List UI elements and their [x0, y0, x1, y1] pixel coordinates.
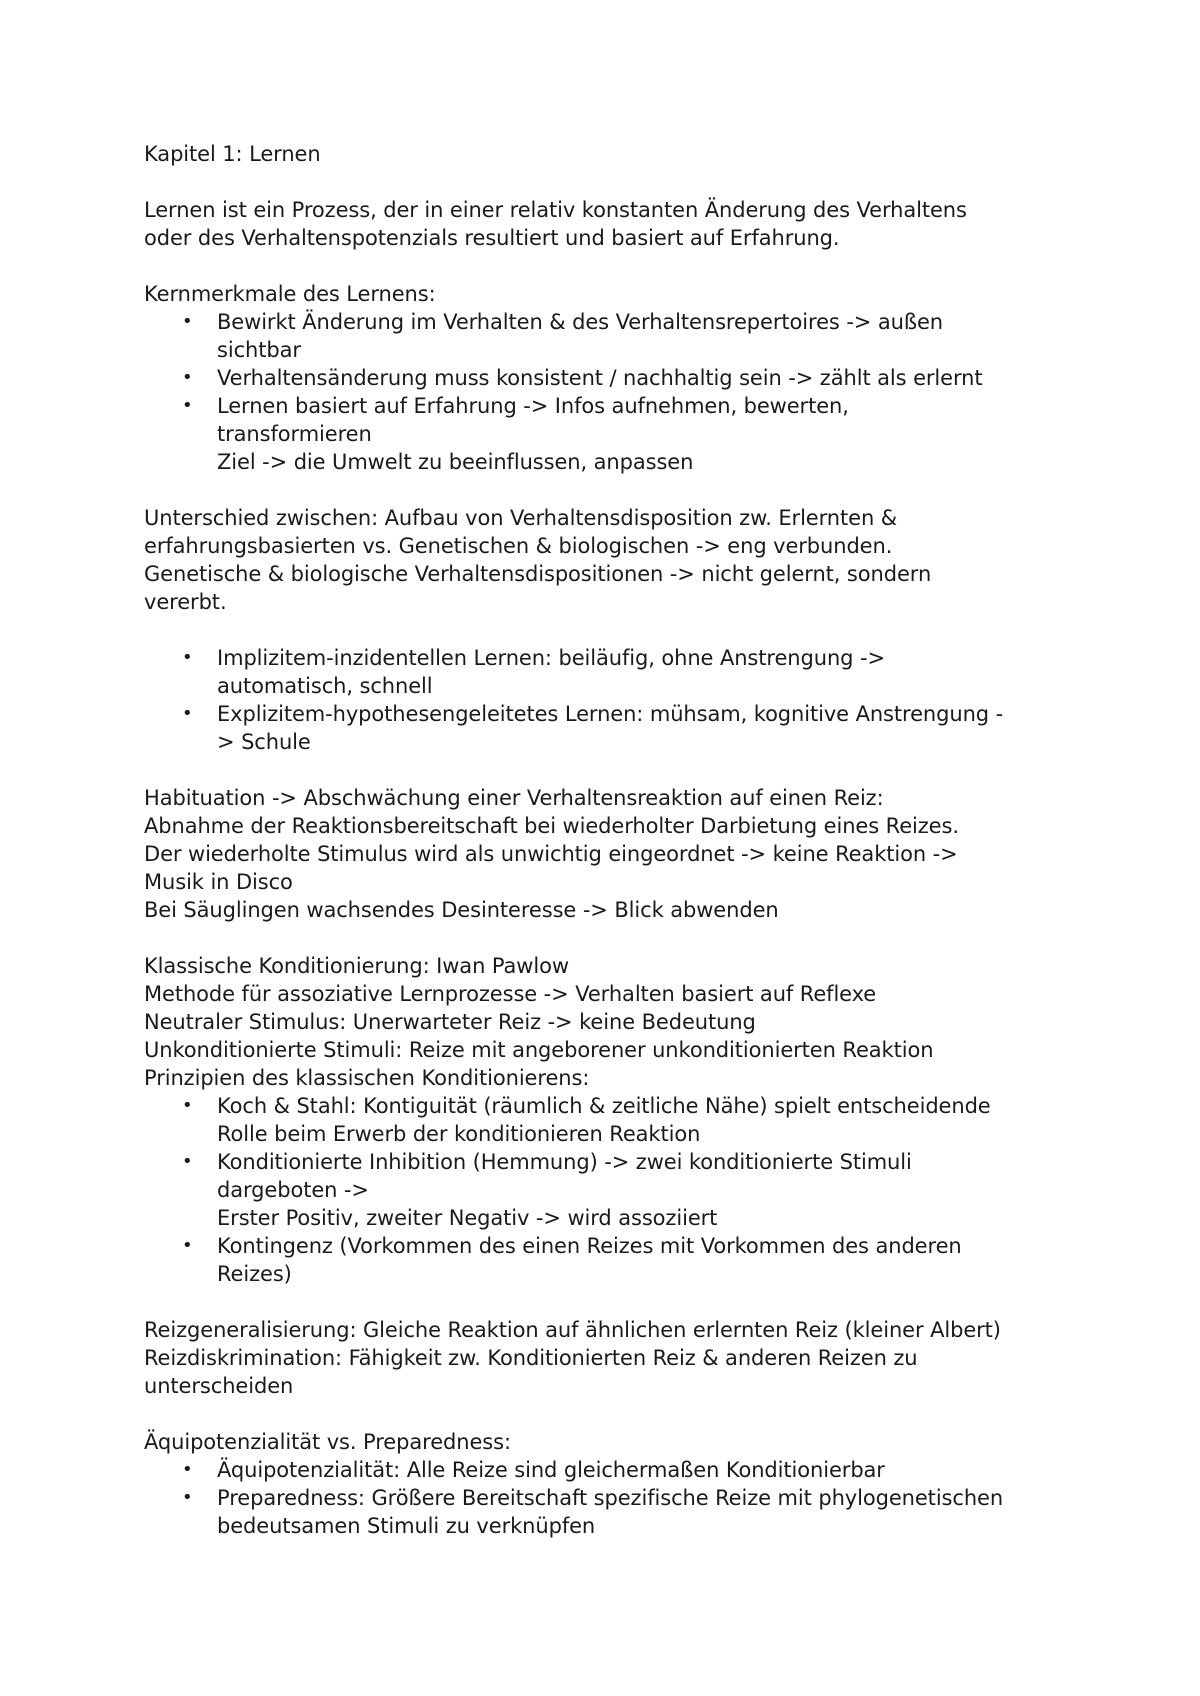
list-item	[144, 1148, 1084, 1232]
section-heading: Kernmerkmale des Lernens:	[144, 282, 436, 306]
list-item	[144, 364, 1084, 392]
text-line: Bewirkt Änderung im Verhalten & des Verhaltensrepertoires -> außen	[217, 310, 944, 334]
klassisch-paragraph	[144, 952, 1084, 1092]
text-line: Klassische Konditionierung: Iwan Pawlow	[144, 954, 569, 978]
text-line: Prinzipien des klassischen Konditionierens:	[144, 1066, 590, 1090]
text-line: > Schule	[217, 730, 311, 754]
text-line: Konditionierte Inhibition (Hemmung) -> zwei konditionierte Stimuli	[217, 1150, 912, 1174]
spacer	[144, 616, 1084, 644]
list-item	[144, 1232, 1084, 1288]
text-line: vererbt.	[144, 590, 227, 614]
text-line: unterscheiden	[144, 1374, 294, 1398]
text-line: oder des Verhaltenspotenzials resultiert und basiert auf Erfahrung.	[144, 226, 840, 250]
bullet-icon: •	[182, 647, 193, 668]
bullet-icon: •	[182, 703, 193, 724]
chapter-title: Kapitel 1: Lernen	[144, 142, 321, 166]
text-line: Implizitem-inzidentellen Lernen: beiläufig, ohne Anstrengung ->	[217, 646, 885, 670]
spacer	[144, 252, 1084, 280]
spacer	[144, 476, 1084, 504]
text-line: Preparedness: Größere Bereitschaft spezifische Reize mit phylogenetischen	[217, 1486, 1004, 1510]
unterschied-paragraph	[144, 504, 1084, 616]
spacer	[144, 1400, 1084, 1428]
list-item	[144, 1484, 1084, 1540]
text-line: automatisch, schnell	[217, 674, 433, 698]
text-line: Explizitem-hypothesengeleitetes Lernen: mühsam, kognitive Anstrengung -	[217, 702, 1004, 726]
text-line: Abnahme der Reaktionsbereitschaft bei wiederholter Darbietung eines Reizes.	[144, 814, 959, 838]
text-line: Der wiederholte Stimulus wird als unwichtig eingeordnet -> keine Reaktion ->	[144, 842, 958, 866]
list-item	[144, 700, 1084, 756]
list-item	[144, 1456, 1084, 1484]
section-heading: Äquipotenzialität vs. Preparedness:	[144, 1430, 511, 1454]
text-line: Unkonditionierte Stimuli: Reize mit angeborener unkonditionierten Reaktion	[144, 1038, 934, 1062]
text-line: Genetische & biologische Verhaltensdispositionen -> nicht gelernt, sondern	[144, 562, 932, 586]
text-line: Reizdiskrimination: Fähigkeit zw. Konditionierten Reiz & anderen Reizen zu	[144, 1346, 918, 1370]
list-item	[144, 308, 1084, 364]
text-line: Lernen basiert auf Erfahrung -> Infos aufnehmen, bewerten,	[217, 394, 849, 418]
text-line: Kontingenz (Vorkommen des einen Reizes mit Vorkommen des anderen	[217, 1234, 962, 1258]
bullet-list	[144, 1092, 1084, 1288]
text-line: Erster Positiv, zweiter Negativ -> wird assoziiert	[217, 1206, 718, 1230]
habituation-paragraph	[144, 784, 1084, 924]
list-item	[144, 392, 1084, 476]
text-line: Rolle beim Erwerb der konditionieren Reaktion	[217, 1122, 701, 1146]
spacer	[144, 924, 1084, 952]
bullet-icon: •	[182, 311, 193, 332]
bullet-list	[144, 1456, 1084, 1540]
text-line: dargeboten ->	[217, 1178, 369, 1202]
text-line: Methode für assoziative Lernprozesse -> Verhalten basiert auf Reflexe	[144, 982, 877, 1006]
text-line: Unterschied zwischen: Aufbau von Verhaltensdisposition zw. Erlernten &	[144, 506, 898, 530]
text-line: Verhaltensänderung muss konsistent / nachhaltig sein -> zählt als erlernt	[217, 366, 983, 390]
text-line: Lernen ist ein Prozess, der in einer relativ konstanten Änderung des Verhaltens	[144, 198, 967, 222]
text-line: transformieren	[217, 422, 372, 446]
bullet-list	[144, 308, 1084, 476]
bullet-icon: •	[182, 367, 193, 388]
text-line: Bei Säuglingen wachsendes Desinteresse -> Blick abwenden	[144, 898, 779, 922]
text-line: Neutraler Stimulus: Unerwarteter Reiz -> keine Bedeutung	[144, 1010, 756, 1034]
text-line: Habituation -> Abschwächung einer Verhaltensreaktion auf einen Reiz:	[144, 786, 884, 810]
bullet-icon: •	[182, 1235, 193, 1256]
reiz-paragraph	[144, 1316, 1084, 1400]
text-line: Äquipotenzialität: Alle Reize sind gleichermaßen Konditionierbar	[217, 1458, 885, 1482]
bullet-icon: •	[182, 1487, 193, 1508]
bullet-icon: •	[182, 1151, 193, 1172]
text-line: Reizgeneralisierung: Gleiche Reaktion auf ähnlichen erlernten Reiz (kleiner Albert)	[144, 1318, 1001, 1342]
bullet-icon: •	[182, 1095, 193, 1116]
text-line: Ziel -> die Umwelt zu beeinflussen, anpassen	[217, 450, 694, 474]
text-line: Reizes)	[217, 1262, 292, 1286]
spacer	[144, 756, 1084, 784]
text-line: Koch & Stahl: Kontiguität (räumlich & zeitliche Nähe) spielt entscheidende	[217, 1094, 991, 1118]
spacer	[144, 168, 1084, 196]
text-line: Musik in Disco	[144, 870, 293, 894]
bullet-icon: •	[182, 395, 193, 416]
spacer	[144, 1288, 1084, 1316]
text-line: sichtbar	[217, 338, 301, 362]
document-page	[144, 140, 1084, 1540]
bullet-list	[144, 644, 1084, 756]
text-line: erfahrungsbasierten vs. Genetischen & biologischen -> eng verbunden.	[144, 534, 893, 558]
list-item	[144, 1092, 1084, 1148]
list-item	[144, 644, 1084, 700]
definition-paragraph	[144, 196, 1084, 252]
text-line: bedeutsamen Stimuli zu verknüpfen	[217, 1514, 596, 1538]
bullet-icon: •	[182, 1459, 193, 1480]
